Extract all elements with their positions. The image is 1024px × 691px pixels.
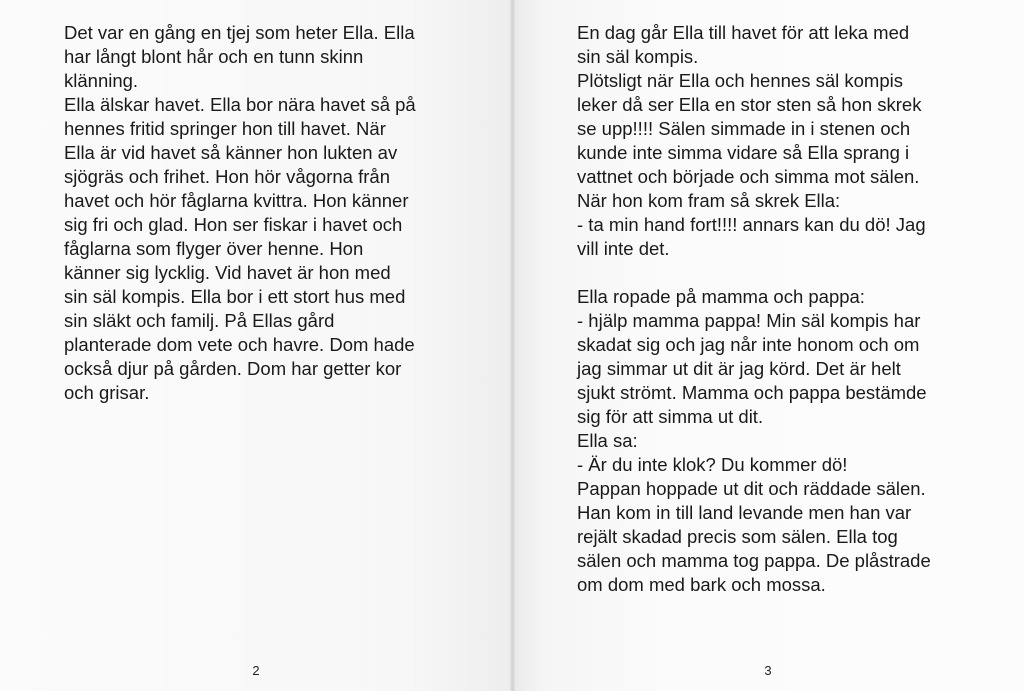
page-right[interactable] [512,0,1024,691]
page-body-text: Det var en gång en tjej som heter Ella. Ella har långt blont hår och en tunn skinn klänning. Ella älskar havet. Ella bor nära havet så på hennes fritid springer hon till havet. När Ella är vid havet så känner hon lukten av sjögräs och frihet. Hon hör vågorna från havet och hör fåglarna kvittra. Hon känner sig fri och glad. Hon ser fiskar i havet och fåglarna som flyger över henne. Hon känner sig lycklig. Vid havet är hon med sin säl kompis. Ella bor i ett stort hus med sin släkt och familj. På Ellas gård planterade dom vete och havre. Dom hade också djur på gården. Dom har getter kor och grisar. [64,22,416,403]
page-number: 2 [252,663,260,678]
page-body-text: En dag går Ella till havet för att leka med sin säl kompis. Plötsligt när Ella och hennes säl kompis leker då ser Ella en stor sten så hon skrek se upp!!!! Sälen simmade in i stenen och kunde inte simma vidare så Ella sprang i vattnet och började och simma mot sälen. När hon kom fram så skrek Ella: - ta min hand fort!!!! annars kan du dö! Jag vill inte det. Ella ropade på mamma och pappa: - hjälp mamma pappa! Min säl kompis har skadat sig och jag når inte honom och om jag simmar ut dit är jag körd. Det är helt sjukt strömt. Mamma och pappa bestämde sig för att simma ut dit. Ella sa: - Är du inte klok? Du kommer dö! Pappan hoppade ut dit och räddade sälen. Han kom in till land levande men han var rejält skadad precis som sälen. Ella tog sälen och mamma tog pappa. De plåstrade om dom med bark och mossa. [577,22,931,595]
page-number: 3 [764,663,772,678]
